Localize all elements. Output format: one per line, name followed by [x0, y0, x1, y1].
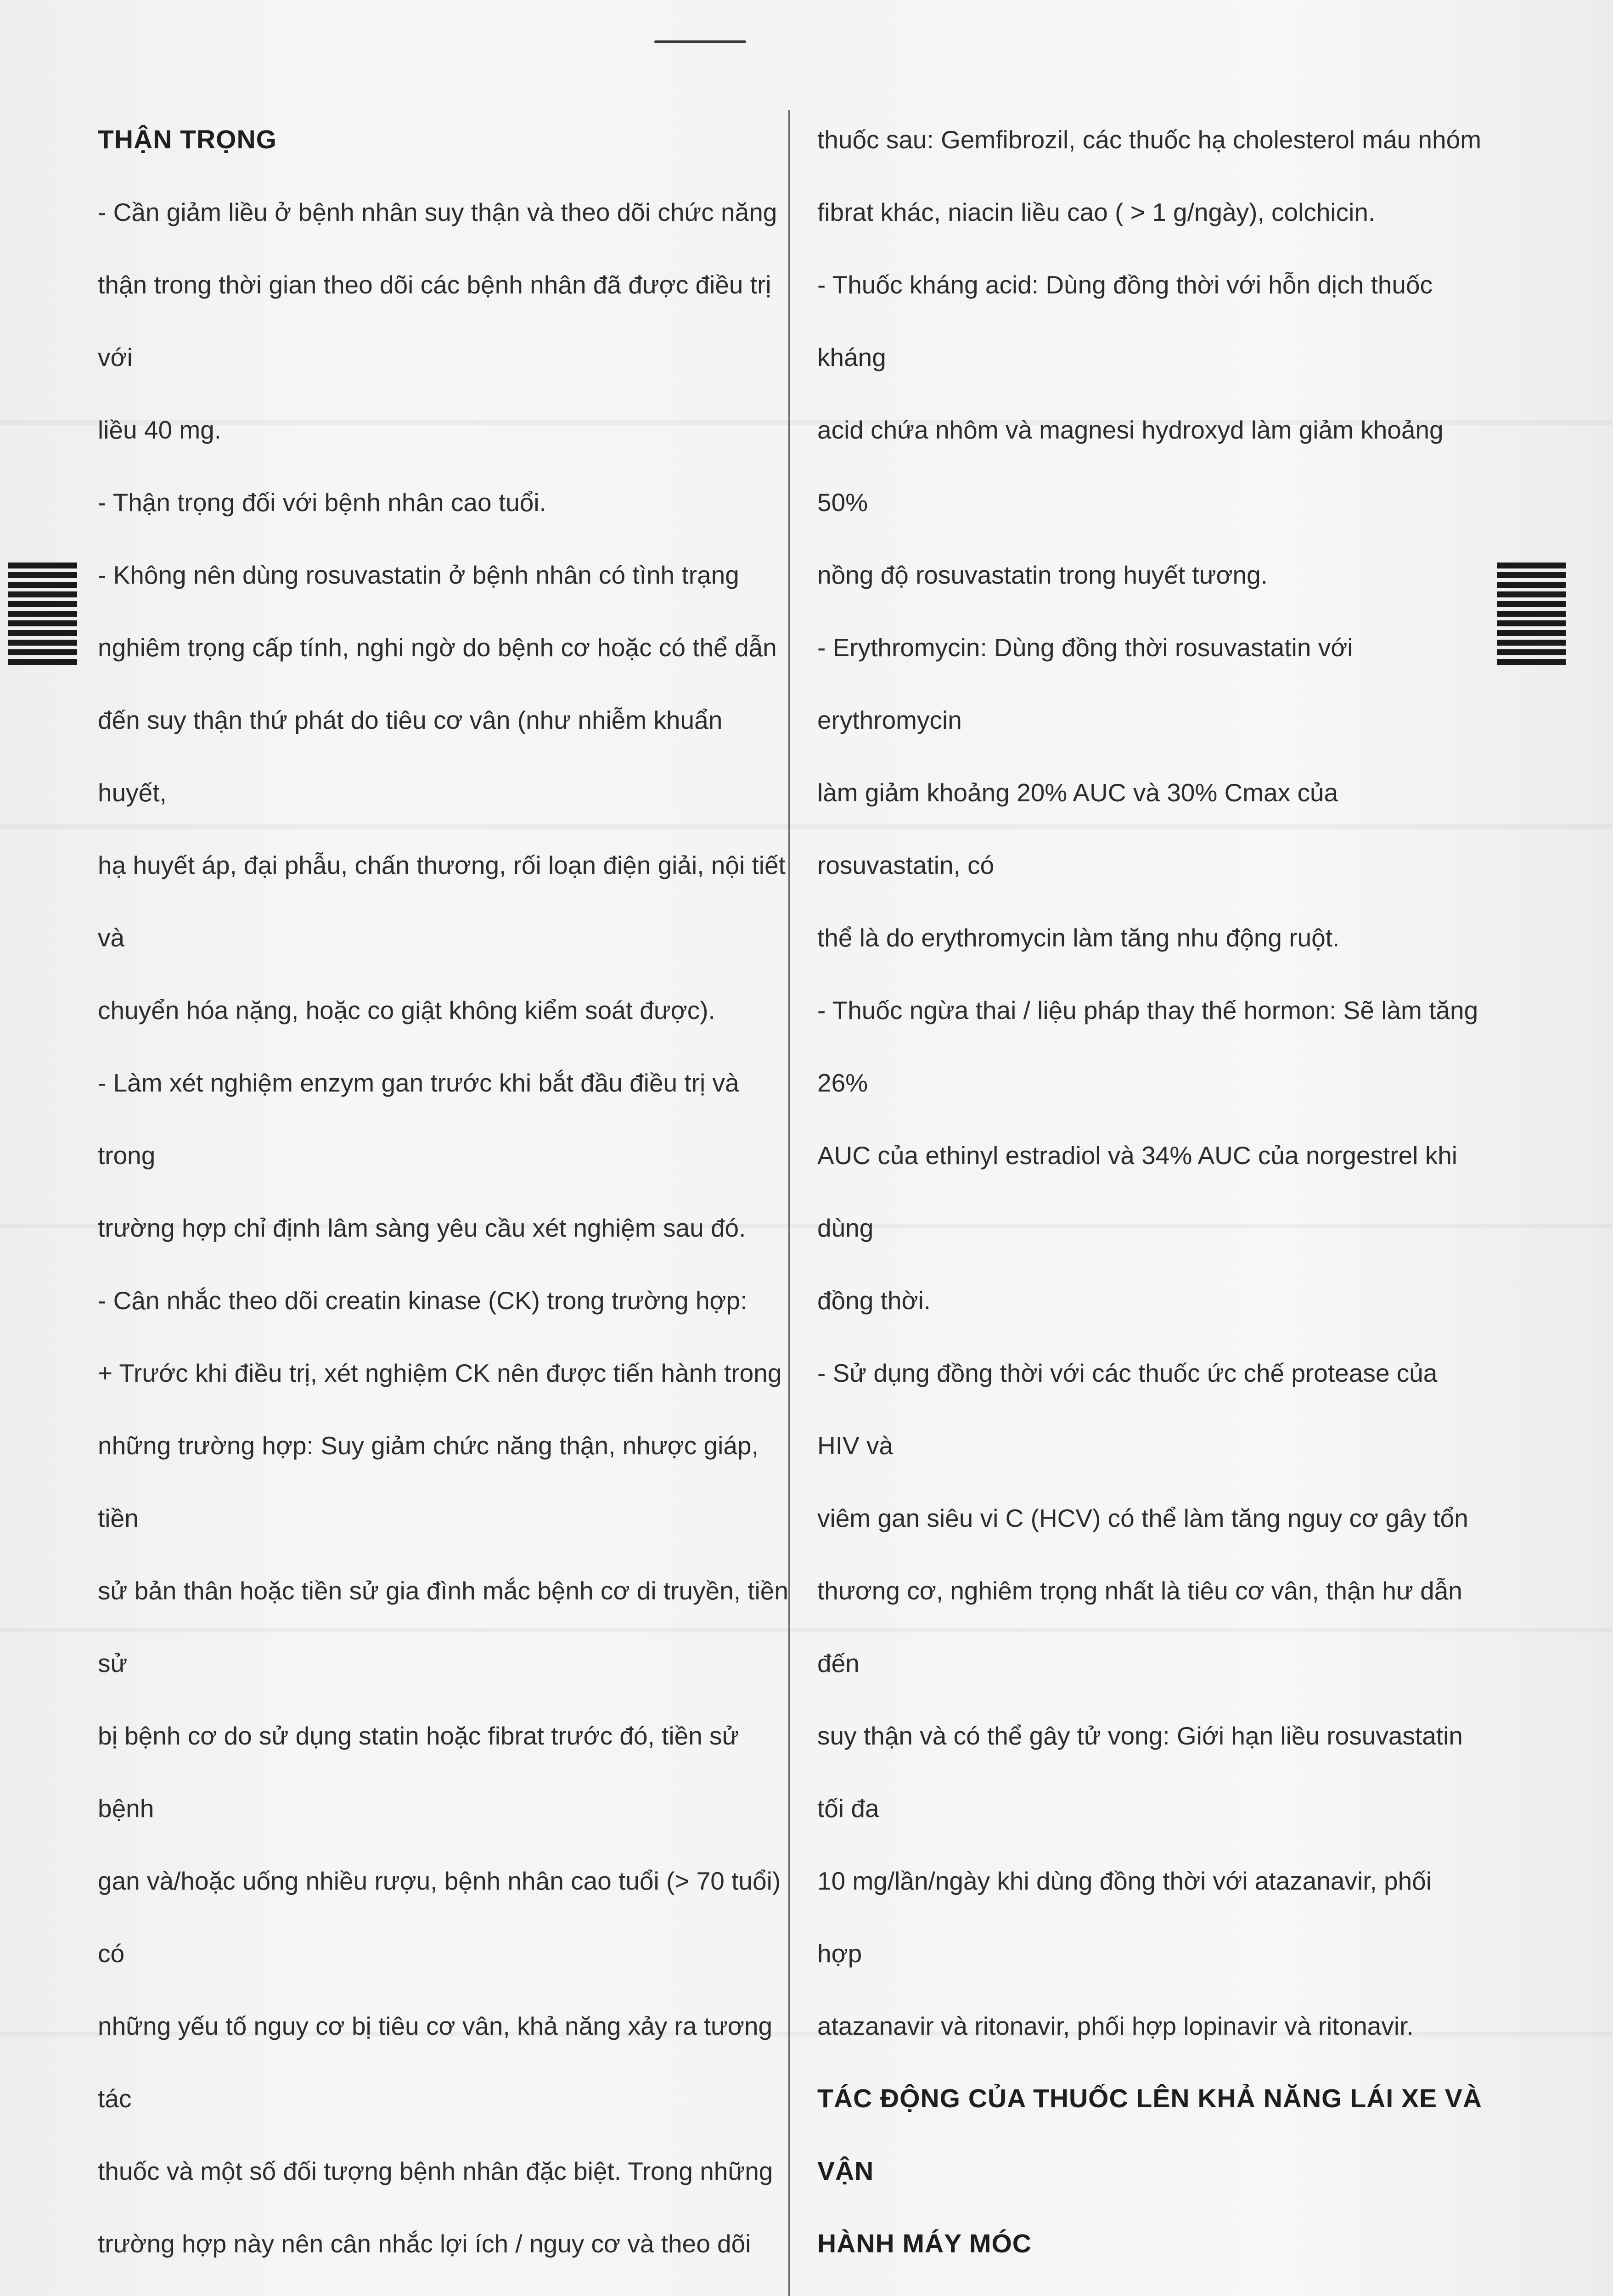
text-line: - Làm xét nghiệm enzym gan trước khi bắt đầu điều trị và trong	[98, 1069, 739, 1170]
text-line: - Thuốc ngừa thai / liệu pháp thay thế hormon: Sẽ làm tăng 26%	[817, 996, 1478, 1097]
text-line: liều 40 mg.	[98, 416, 222, 444]
text-line: - Thận trọng đối với bệnh nhân cao tuổi.	[98, 488, 546, 517]
text-line: làm giảm khoảng 20% AUC và 30% Cmax của rosuvastatin, có	[817, 778, 1338, 879]
bar	[8, 620, 77, 626]
text-line: hạ huyết áp, đại phẫu, chấn thương, rối loạn điện giải, nội tiết và	[98, 851, 786, 952]
text-line: đồng thời.	[817, 1286, 931, 1315]
bar	[8, 572, 77, 578]
bar	[1497, 611, 1566, 617]
section-heading: TÁC ĐỘNG CỦA THUỐC LÊN KHẢ NĂNG LÁI XE VÀ VẬN	[817, 2084, 1483, 2186]
left-text-column	[98, 103, 798, 2296]
text-line: suy thận và có thể gây tử vong: Giới hạn liều rosuvastatin tối đa	[817, 1722, 1463, 1823]
text-line: trường hợp này nên cân nhắc lợi ích / nguy cơ và theo dõi	[98, 2229, 751, 2258]
text-line: những trường hợp: Suy giảm chức năng thận, nhược giáp, tiền	[98, 1431, 759, 1532]
text-line: những yếu tố nguy cơ bị tiêu cơ vân, khả năng xảy ra tương tác	[98, 2012, 773, 2113]
bar	[8, 601, 77, 607]
bar	[1497, 582, 1566, 588]
bar	[1497, 591, 1566, 597]
section-heading: HÀNH MÁY MÓC	[817, 2229, 1032, 2258]
bar	[8, 591, 77, 597]
text-line: thể là do erythromycin làm tăng nhu động ruột.	[817, 923, 1340, 952]
text-line: bị bệnh cơ do sử dụng statin hoặc fibrat trước đó, tiền sử bệnh	[98, 1722, 739, 1823]
text-line	[817, 2280, 1483, 2296]
right-registration-bars	[1497, 563, 1566, 700]
text-line: - Sử dụng đồng thời với các thuốc ức chế protease của HIV và	[817, 1359, 1438, 1460]
bar	[1497, 640, 1566, 646]
top-notch-mark	[654, 40, 746, 43]
bar	[8, 582, 77, 588]
text-line: viêm gan siêu vi C (HCV) có thể làm tăng nguy cơ gây tổn	[817, 1504, 1468, 1532]
text-line: atazanavir và ritonavir, phối hợp lopinavir và ritonavir.	[817, 2012, 1414, 2040]
bar	[8, 640, 77, 646]
bar	[1497, 630, 1566, 636]
text-line: AUC của ethinyl estradiol và 34% AUC của norgestrel khi dùng	[817, 1141, 1458, 1242]
text-line: thương cơ, nghiêm trọng nhất là tiêu cơ vân, thận hư dẫn đến	[817, 1576, 1462, 1677]
text-line: thuốc và một số đối tượng bệnh nhân đặc biệt. Trong những	[98, 2157, 773, 2185]
text-line: trường hợp chỉ định lâm sàng yêu cầu xét nghiệm sau đó.	[98, 1214, 746, 1242]
bar	[8, 611, 77, 617]
bar	[1497, 620, 1566, 626]
bar	[1497, 563, 1566, 568]
text-line: thuốc sau: Gemfibrozil, các thuốc hạ cholesterol máu nhóm	[817, 125, 1482, 154]
text-line: - Cân nhắc theo dõi creatin kinase (CK) trong trường hợp:	[98, 1286, 747, 1315]
text-line: - Thuốc kháng acid: Dùng đồng thời với hỗn dịch thuốc kháng	[817, 270, 1433, 371]
text-line: acid chứa nhôm và magnesi hydroxyd làm giảm khoảng 50%	[817, 416, 1444, 517]
left-registration-bars	[8, 563, 77, 700]
bar	[1497, 659, 1566, 665]
text-line: sử bản thân hoặc tiền sử gia đình mắc bệnh cơ di truyền, tiền sử	[98, 1576, 788, 1677]
text-line: gan và/hoặc uống nhiều rượu, bệnh nhân cao tuổi (> 70 tuổi) có	[98, 1867, 781, 1968]
bar	[8, 563, 77, 568]
bar	[1497, 572, 1566, 578]
text-line: 10 mg/lần/ngày khi dùng đồng thời với atazanavir, phối hợp	[817, 1867, 1432, 1968]
bar	[8, 649, 77, 655]
text-line: nghiêm trọng cấp tính, nghi ngờ do bệnh cơ hoặc có thể dẫn	[98, 633, 777, 662]
text-line: - Erythromycin: Dùng đồng thời rosuvastatin với erythromycin	[817, 633, 1353, 734]
bar	[8, 659, 77, 665]
bar	[1497, 649, 1566, 655]
bar	[8, 630, 77, 636]
bar	[1497, 601, 1566, 607]
text-line: - Cần giảm liều ở bệnh nhân suy thận và theo dõi chức năng	[98, 198, 777, 226]
text-line: thận trong thời gian theo dõi các bệnh nhân đã được điều trị với	[98, 270, 771, 371]
text-line: đến suy thận thứ phát do tiêu cơ vân (như nhiễm khuẩn huyết,	[98, 706, 723, 807]
section-heading: THẬN TRỌNG	[98, 125, 277, 154]
right-text-column	[817, 103, 1483, 2296]
text-line: + Trước khi điều trị, xét nghiệm CK nên được tiến hành trong	[98, 1359, 782, 1387]
text-line: - Không nên dùng rosuvastatin ở bệnh nhân có tình trạng	[98, 561, 739, 589]
text-line: nồng độ rosuvastatin trong huyết tương.	[817, 561, 1268, 589]
text-line: chuyển hóa nặng, hoặc co giật không kiểm soát được).	[98, 996, 715, 1024]
text-line: fibrat khác, niacin liều cao ( > 1 g/ngày), colchicin.	[817, 198, 1376, 226]
